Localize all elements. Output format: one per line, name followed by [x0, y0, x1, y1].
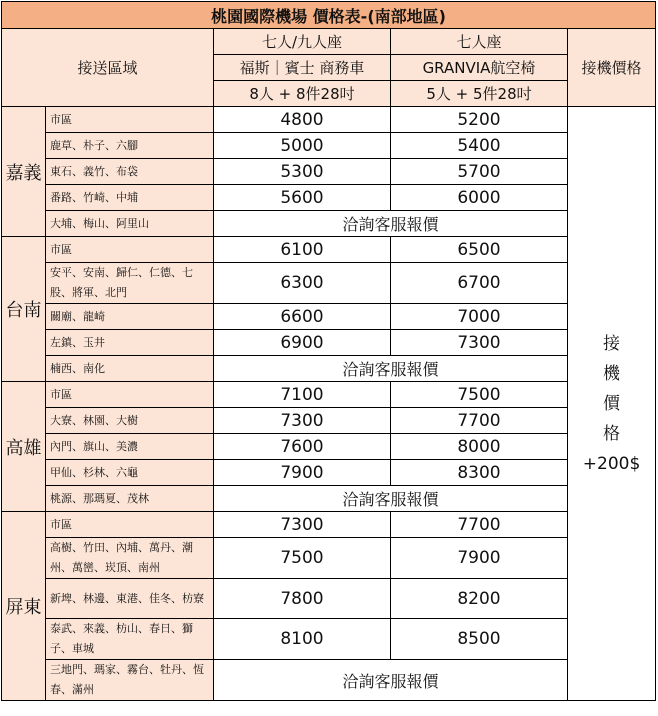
price-col1: 6300 — [214, 263, 391, 304]
region-label: 高雄 — [2, 382, 46, 512]
price-col1: 5000 — [214, 133, 391, 159]
area-cell: 東石、義竹、布袋 — [46, 159, 214, 185]
area-cell: 大寮、林園、大樹 — [46, 408, 214, 434]
table-row — [2, 304, 656, 330]
price-col2: 5400 — [391, 133, 568, 159]
table-row — [2, 408, 656, 434]
area-cell: 楠西、南化 — [46, 356, 214, 382]
price-col1: 6100 — [214, 237, 391, 263]
pickup-note — [568, 107, 656, 701]
area-cell: 安平、安南、歸仁、仁德、七股、將軍、北門 — [46, 263, 214, 304]
price-col2: 7900 — [391, 538, 568, 579]
region-label: 屏東 — [2, 512, 46, 701]
col1-models: 福斯｜賓士 商務車 — [214, 55, 391, 81]
table-row — [2, 460, 656, 486]
area-cell: 泰武、來義、枋山、春日、獅子、車城 — [46, 619, 214, 660]
price-col1: 7100 — [214, 382, 391, 408]
area-cell: 新埤、林邊、東港、佳冬、枋寮 — [46, 579, 214, 619]
table-row — [2, 330, 656, 356]
inquire-cell: 洽詢客服報價 — [214, 356, 568, 382]
col2-capacity: 5人 + 5件28吋 — [391, 81, 568, 107]
table-row — [2, 382, 656, 408]
table-row — [2, 660, 656, 701]
table-row — [2, 107, 656, 133]
area-cell: 市區 — [46, 512, 214, 538]
region-label: 台南 — [2, 237, 46, 382]
area-cell: 鹿草、朴子、六腳 — [46, 133, 214, 159]
pickup-note-line: 機 — [603, 363, 621, 384]
area-cell: 市區 — [46, 107, 214, 133]
table-row — [2, 211, 656, 237]
area-cell: 甲仙、杉林、六龜 — [46, 460, 214, 486]
price-col2: 7700 — [391, 512, 568, 538]
table-row — [2, 159, 656, 185]
pickup-header: 接機價格 — [568, 29, 656, 107]
inquire-cell: 洽詢客服報價 — [214, 211, 568, 237]
area-cell: 高樹、竹田、內埔、萬丹、潮州、萬巒、崁頂、南州 — [46, 538, 214, 579]
price-col1: 7900 — [214, 460, 391, 486]
table-row — [2, 185, 656, 211]
price-col2: 8300 — [391, 460, 568, 486]
price-col2: 8500 — [391, 619, 568, 660]
price-table — [1, 1, 656, 701]
price-col1: 7300 — [214, 408, 391, 434]
table-row — [2, 263, 656, 304]
price-col2: 6500 — [391, 237, 568, 263]
price-col2: 7000 — [391, 304, 568, 330]
col2-models: GRANVIA航空椅 — [391, 55, 568, 81]
area-cell: 桃源、那瑪夏、茂林 — [46, 486, 214, 512]
table-title: 桃園國際機場 價格表-(南部地區) — [2, 2, 656, 29]
price-col1: 5300 — [214, 159, 391, 185]
area-cell: 市區 — [46, 237, 214, 263]
table-row — [2, 486, 656, 512]
table-row — [2, 619, 656, 660]
table-row — [2, 512, 656, 538]
col1-capacity: 8人 + 8件28吋 — [214, 81, 391, 107]
price-col2: 7300 — [391, 330, 568, 356]
price-col1: 5600 — [214, 185, 391, 211]
area-cell: 內門、旗山、美濃 — [46, 434, 214, 460]
inquire-cell: 洽詢客服報價 — [214, 486, 568, 512]
table-row — [2, 237, 656, 263]
price-col2: 5200 — [391, 107, 568, 133]
table-row — [2, 434, 656, 460]
area-cell: 關廟、龍崎 — [46, 304, 214, 330]
area-header: 接送區域 — [2, 29, 214, 107]
price-col2: 6700 — [391, 263, 568, 304]
price-col1: 6600 — [214, 304, 391, 330]
price-col1: 7500 — [214, 538, 391, 579]
pickup-note-line: 價 — [603, 393, 621, 414]
pickup-note-line: 接 — [603, 333, 621, 354]
price-col2: 7700 — [391, 408, 568, 434]
area-cell: 左鎮、玉井 — [46, 330, 214, 356]
area-cell: 大埔、梅山、阿里山 — [46, 211, 214, 237]
table-row — [2, 133, 656, 159]
price-col1: 7800 — [214, 579, 391, 619]
price-col2: 8000 — [391, 434, 568, 460]
price-col1: 8100 — [214, 619, 391, 660]
price-col1: 7300 — [214, 512, 391, 538]
region-label: 嘉義 — [2, 107, 46, 237]
area-cell: 三地門、瑪家、霧台、牡丹、恆春、滿州 — [46, 660, 214, 701]
price-col1: 6900 — [214, 330, 391, 356]
area-cell: 番路、竹崎、中埔 — [46, 185, 214, 211]
pickup-note-line: 格 — [603, 423, 621, 444]
price-col1: 4800 — [214, 107, 391, 133]
table-row — [2, 356, 656, 382]
pickup-note-surcharge: +200$ — [582, 453, 641, 474]
col1-seats: 七人/九人座 — [214, 29, 391, 55]
price-col1: 7600 — [214, 434, 391, 460]
table-row — [2, 579, 656, 619]
price-col2: 6000 — [391, 185, 568, 211]
price-col2: 8200 — [391, 579, 568, 619]
col2-seats: 七人座 — [391, 29, 568, 55]
table-row — [2, 538, 656, 579]
price-col2: 7500 — [391, 382, 568, 408]
price-col2: 5700 — [391, 159, 568, 185]
area-cell: 市區 — [46, 382, 214, 408]
inquire-cell: 洽詢客服報價 — [214, 660, 568, 701]
